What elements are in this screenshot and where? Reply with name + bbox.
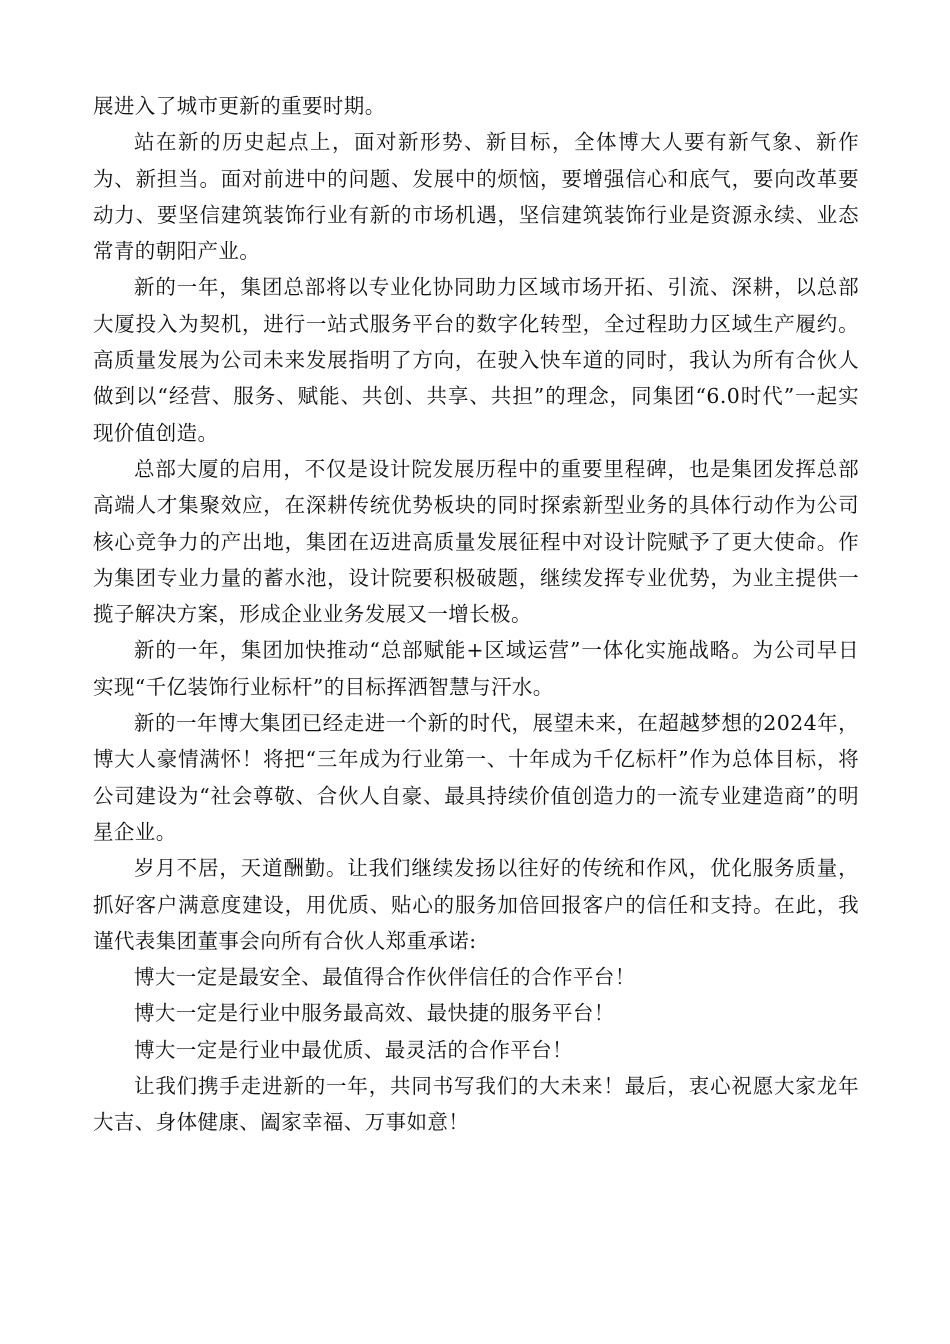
paragraph-new-era: 新的一年博大集团已经走进一个新的时代，展望未来，在超越梦想的2024年，博大人豪情满怀！将把“三年成为行业第一、十年成为千亿标杆”作为总体目标，将公司建设为“社会尊敬、合伙人自豪、最具持续价值创造力的一流专业建造商”的明星企业。 xyxy=(93,711,859,844)
promise-line-1: 博大一定是最安全、最值得合作伙伴信任的合作平台！ xyxy=(134,965,636,990)
paragraph-headquarters-building: 总部大厦的启用，不仅是设计院发展历程中的重要里程碑，也是集团发挥总部高端人才集聚效应，在深耕传统优势板块的同时探索新型业务的具体行动作为公司核心竞争力的产出地，集团在迈进高质量发展征程中对设计院赋予了更大使命。作为集团专业力量的蓄水池，设计院要积极破题，继续发挥专业优势，为业主提供一揽子解决方案，形成企业业务发展又一增长极。 xyxy=(93,456,859,627)
promise-line-3: 博大一定是行业中最优质、最灵活的合作平台！ xyxy=(134,1037,573,1062)
paragraph-years-diligence: 岁月不居，天道酬勤。让我们继续发扬以往好的传统和作风，优化服务质量，抓好客户满意度建设，用优质、贴心的服务加倍回报客户的信任和支持。在此，我谨代表集团董事会向所有合伙人郑重承诺: xyxy=(93,856,859,953)
paragraph-new-year-strategy: 新的一年，集团加快推动“总部赋能+区域运营”一体化实施战略。为公司早日实现“千亿装饰行业标杆”的目标挥洒智慧与汗水。 xyxy=(93,638,859,699)
promise-line-2: 博大一定是行业中服务最高效、最快捷的服务平台！ xyxy=(134,1001,615,1026)
paragraph-new-starting-point: 站在新的历史起点上，面对新形势、新目标，全体博大人要有新气象、新作为、新担当。面对前进中的问题、发展中的烦恼，要增强信心和底气，要向改革要动力、要坚信建筑装饰行业有新的市场机遇，坚信建筑装饰行业是资源永续、业态常青的朝阳产业。 xyxy=(93,130,859,264)
paragraph-closing-wishes: 让我们携手走进新的一年，共同书写我们的大未来！最后，衷心祝愿大家龙年大吉、身体健康、阖家幸福、万事如意！ xyxy=(93,1074,859,1135)
paragraph-continuation: 展进入了城市更新的重要时期。 xyxy=(93,94,386,118)
paragraph-new-year-headquarters: 新的一年，集团总部将以专业化协同助力区域市场开拓、引流、深耕，以总部大厦投入为契机，进行一站式服务平台的数字化转型，全过程助力区域生产履约。高质量发展为公司未来发展指明了方向，在驶入快车道的同时，我认为所有合伙人做到以“经营、服务、赋能、共创、共享、共担”的理念，同集团“6.0时代”一起实现价值创造。 xyxy=(93,275,859,445)
document-body xyxy=(93,88,859,1141)
